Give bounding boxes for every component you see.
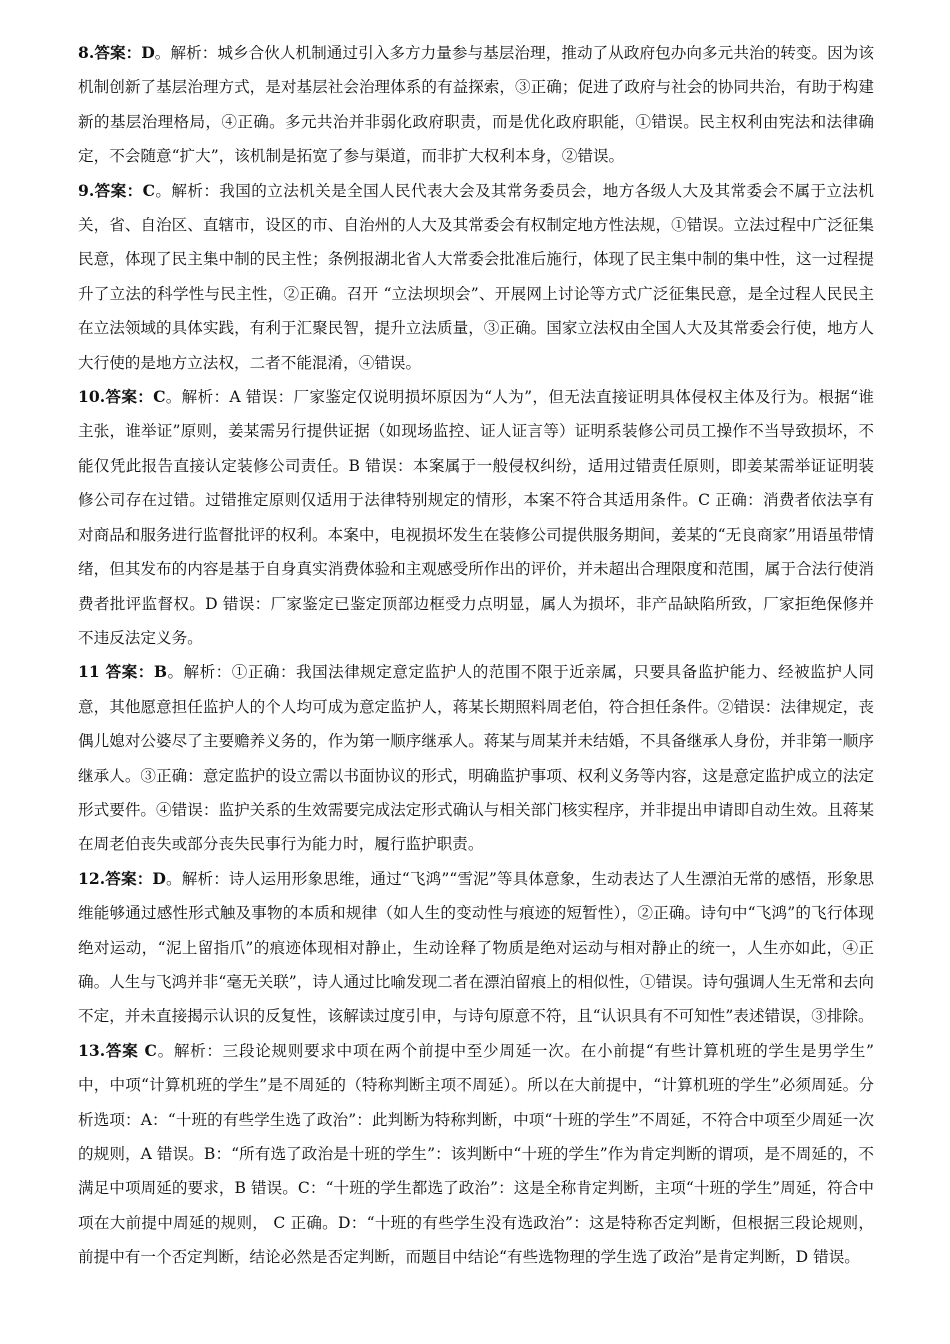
- answer-item-8: [78, 36, 874, 174]
- answer-item-11: [78, 655, 874, 861]
- analysis-text: 。解析：我国的立法机关是全国人民代表大会及其常务委员会，地方各级人大及其常委会不属于立法机关，省、自治区、直辖市，设区的市、自治州的人大及其常委会有权制定地方性法规，①错误。立法过程中广泛征集民意，体现了民主集中制的民主性；条例报湖北省人大常委会批准后施行，体现了民主集中制的集中性，这一过程提升了立法的科学性与民主性，②正确。召开 “立法坝坝会”、开展网上讨论等方式广泛征集民意，是全过程人民民主在立法领域的具体实践，有利于汇聚民智，提升立法质量，③正确。国家立法权由全国人大及其常委会行使，地方人大行使的是地方立法权，二者不能混淆，④错误。: [78, 181, 874, 372]
- answer-label: 答案：D: [105, 868, 166, 888]
- question-number: 13.: [78, 1040, 106, 1060]
- analysis-text: 。解析：诗人运用形象思维，通过“飞鸿”“雪泥”等具体意象，生动表达了人生漂泊无常的感悟，形象思维能够通过感性形式触及事物的本质和规律（如人生的变动性与痕迹的短暂性），②正确。诗句中“飞鸿”的飞行体现绝对运动，“泥上留指爪”的痕迹体现相对静止，生动诠释了物质是绝对运动与相对静止的统一，人生亦如此，④正确。人生与飞鸿并非“毫无关联”，诗人通过比喻发现二者在漂泊留痕上的相似性，①错误。诗句强调人生无常和去向不定，并未直接揭示认识的反复性，该解读过度引申，与诗句原意不符，且“认识具有不可知性”表述错误，③排除。: [78, 869, 874, 1026]
- answer-item-13: [78, 1034, 874, 1275]
- answer-label: 答案：B: [105, 662, 167, 682]
- question-number: 8.: [78, 43, 95, 62]
- analysis-text: 。解析：A 错误：厂家鉴定仅说明损坏原因为“人为”，但无法直接证明具体侵权主体及行为。根据“谁主张，谁举证”原则，姜某需另行提供证据（如现场监控、证人证言等）证明系装修公司员工操作不当导致损坏，不能仅凭此报告直接认定装修公司责任。B 错误：本案属于一般侵权纠纷，适用过错责任原则，即姜某需举证证明装修公司存在过错。过错推定原则仅适用于法律特别规定的情形，本案不符合其适用条件。C 正确：消费者依法享有对商品和服务进行监督批评的权利。本案中，电视损坏发生在装修公司提供服务期间，姜某的“无良商家”用语虽带情绪，但其发布的内容是基于自身真实消费体验和主观感受所作出的评价，并未超出合理限度和范围，属于合法行使消费者批评监督权。D 错误：厂家鉴定已鉴定顶部边框受力点明显，属人为损坏，非产品缺陷所致，厂家拒绝保修并不违反法定义务。: [78, 388, 874, 647]
- answer-label: 答案：D: [94, 43, 155, 62]
- analysis-text: 。解析：三段论规则要求中项在两个前提中至少周延一次。在小前提“有些计算机班的学生是男学生” 中，中项“计算机班的学生”是不周延的（特称判断主项不周延）。所以在大前提中，“计算机班的学生”必须周延。分析选项：A：“十班的有些学生选了政治”：此判断为特称判断，中项“十班的学生”不周延，不符合中项至少周延一次的规则，A 错误。B：“所有选了政治是十班的学生”：该判断中“十班的学生”作为肯定判断的谓项，是不周延的，不满足中项周延的要求，B 错误。C：“十班的学生都选了政治”：这是全称肯定判断，主项“十班的学生”周延，符合中项在大前提中周延的规则， C 正确。D：“十班的有些学生没有选政治”：这是特称否定判断，但根据三段论规则，前提中有一个否定判断，结论必然是否定判断，而题目中结论“有些选物理的学生选了政治”是肯定判断，D 错误。: [78, 1041, 874, 1267]
- answer-label: 答案 C: [105, 1040, 157, 1060]
- question-number: 10.: [78, 387, 106, 407]
- answer-item-9: [78, 174, 874, 380]
- answer-item-12: [78, 862, 874, 1034]
- answer-label: 答案：C: [94, 180, 156, 200]
- answer-label: 答案：C: [105, 387, 166, 407]
- answer-item-10: [78, 380, 874, 655]
- question-number: 12.: [78, 868, 106, 888]
- analysis-text: 。解析：①正确：我国法律规定意定监护人的范围不限于近亲属，只要具备监护能力、经被监护人同意，其他愿意担任监护人的个人均可成为意定监护人，蒋某长期照料周老伯，符合担任条件。②错误：法律规定，丧偶儿媳对公婆尽了主要赡养义务的，作为第一顺序继承人。蒋某与周某并未结婚，不具备继承人身份，并非第一顺序继承人。③正确：意定监护的设立需以书面协议的形式，明确监护事项、权利义务等内容，这是意定监护成立的法定形式要件。④错误：监护关系的生效需要完成法定形式确认与相关部门核实程序，并非提出申请即自动生效。且蒋某在周老伯丧失或部分丧失民事行为能力时，履行监护职责。: [78, 663, 874, 854]
- analysis-text: 。解析：城乡合伙人机制通过引入多方力量参与基层治理，推动了从政府包办向多元共治的转变。因为该机制创新了基层治理方式，是对基层社会治理体系的有益探索，③正确；促进了政府与社会的协同共治，有助于构建新的基层治理格局，④正确。多元共治并非弱化政府职责，而是优化政府职能，①错误。民主权利由宪法和法律确定，不会随意“扩大”，该机制是拓宽了参与渠道，而非扩大权利本身，②错误。: [78, 44, 874, 166]
- question-number: 11: [78, 662, 106, 682]
- answer-analysis-page: [78, 36, 874, 1275]
- question-number: 9.: [78, 180, 95, 200]
